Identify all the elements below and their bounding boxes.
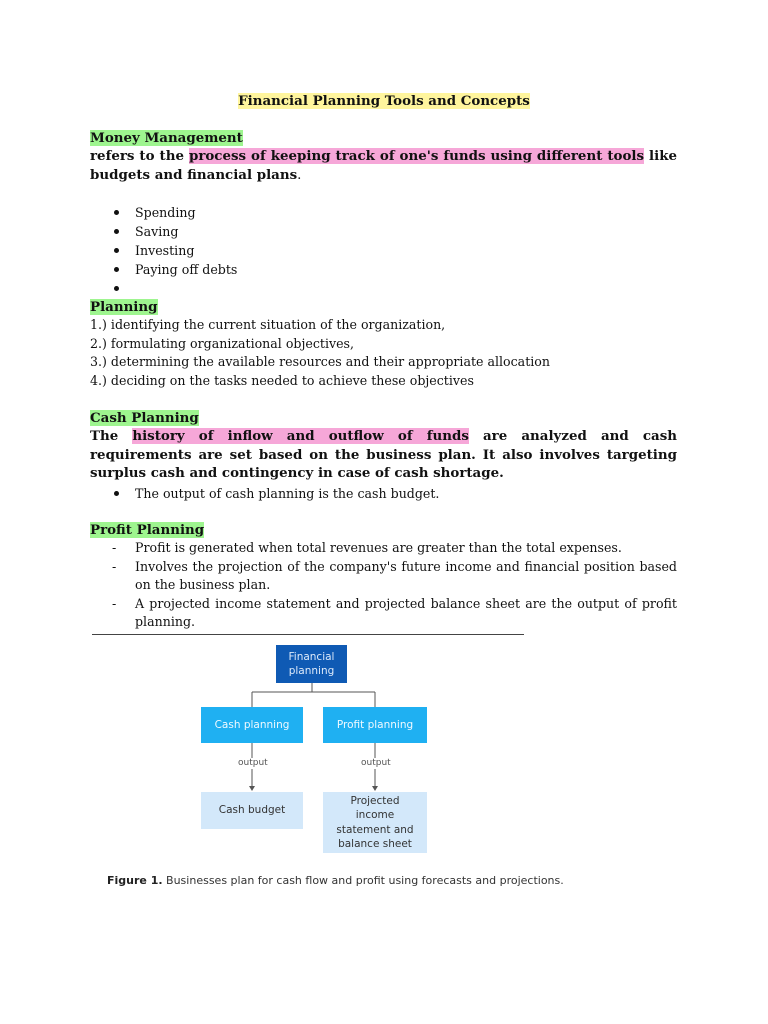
list-item-text: Spending — [135, 205, 196, 220]
caption-label: Figure 1. — [107, 874, 163, 887]
cash-planning-heading-text: Cash Planning — [90, 410, 199, 426]
financial-planning-label: Financial planning — [288, 650, 335, 677]
money-management-heading-text: Money Management — [90, 130, 243, 146]
dash-marker: - — [112, 558, 117, 574]
left-arrowhead-icon — [249, 786, 255, 791]
cash-budget-label: Cash budget — [218, 804, 286, 817]
planning-step: 3.) determining the available resources and their appropriate allocation — [90, 354, 550, 370]
planning-heading-text: Planning — [90, 299, 158, 315]
list-item — [112, 203, 237, 222]
list-item — [112, 595, 677, 632]
caption-text: Businesses plan for cash flow and profit using forecasts and projections. — [162, 874, 564, 887]
profit-planning-box — [323, 707, 427, 743]
cash-planning-heading — [90, 409, 199, 427]
horizontal-rule — [92, 634, 524, 635]
planning-steps — [90, 316, 550, 390]
list-item-text: A projected income statement and projected balance sheet are the output of profit planning. — [135, 595, 677, 629]
bullet-icon — [114, 286, 119, 291]
financial-planning-box — [276, 645, 347, 683]
definition-highlight: process of keeping track of one's funds using different tools — [188, 148, 645, 164]
projected-statements-label: Projected income statement and balance sheet — [336, 794, 414, 850]
list-item-text: Saving — [135, 224, 179, 239]
cash-budget-box — [201, 792, 303, 829]
money-management-bullets — [112, 203, 237, 298]
list-item-text: The output of cash planning is the cash budget. — [135, 486, 440, 501]
figure-caption — [107, 874, 564, 888]
planning-step: 1.) identifying the current situation of the organization, — [90, 317, 446, 332]
profit-planning-label: Profit planning — [336, 718, 414, 731]
page-title — [0, 92, 768, 110]
list-item — [112, 539, 677, 558]
bullet-icon — [114, 229, 119, 234]
list-item — [112, 279, 237, 298]
cash-text-highlight: history of inflow and outflow of funds — [132, 428, 469, 444]
list-item — [112, 484, 439, 503]
bullet-icon — [114, 248, 119, 253]
list-item-text: Profit is generated when total revenues are greater than the total expenses. — [135, 540, 622, 555]
bullet-icon — [114, 210, 119, 215]
list-item — [112, 558, 677, 595]
profit-planning-items — [112, 539, 677, 632]
dash-marker: - — [112, 540, 117, 555]
definition-prefix: refers to the — [90, 148, 189, 164]
profit-planning-heading — [90, 521, 204, 539]
bullet-icon — [114, 267, 119, 272]
cash-planning-bullets — [112, 484, 439, 503]
cash-planning-box — [201, 707, 303, 743]
projected-statements-box — [323, 792, 427, 853]
list-item-text: Investing — [135, 243, 195, 258]
list-item — [112, 260, 237, 279]
list-item-text: Paying off debts — [135, 262, 238, 277]
right-arrowhead-icon — [372, 786, 378, 791]
cash-planning-text — [90, 427, 677, 483]
money-management-heading — [90, 129, 243, 147]
definition-end: . — [297, 167, 302, 183]
cash-text-suffix: are analyzed and cash requirements are set based on the business plan. It also involves targeting surplus cash and contingency in case of cash shortage. — [90, 428, 677, 481]
cash-text-prefix: The — [90, 428, 133, 444]
dash-marker: - — [112, 595, 117, 611]
planning-heading — [90, 298, 158, 316]
planning-step: 4.) deciding on the tasks needed to achieve these objectives — [90, 372, 474, 388]
list-item-text: Involves the projection of the company's future income and financial position based on the business plan. — [135, 558, 677, 592]
planning-step: 2.) formulating organizational objectives, — [90, 335, 355, 351]
title-text: Financial Planning Tools and Concepts — [238, 93, 530, 109]
list-item — [112, 241, 237, 260]
list-item — [112, 222, 237, 241]
bullet-icon — [114, 491, 119, 496]
right-output-label: output — [361, 758, 391, 768]
cash-planning-label: Cash planning — [214, 718, 290, 731]
left-output-label: output — [238, 758, 268, 768]
money-management-definition — [90, 147, 677, 185]
definition-suffix: like budgets and financial plans — [90, 148, 677, 183]
profit-planning-heading-text: Profit Planning — [90, 522, 205, 538]
